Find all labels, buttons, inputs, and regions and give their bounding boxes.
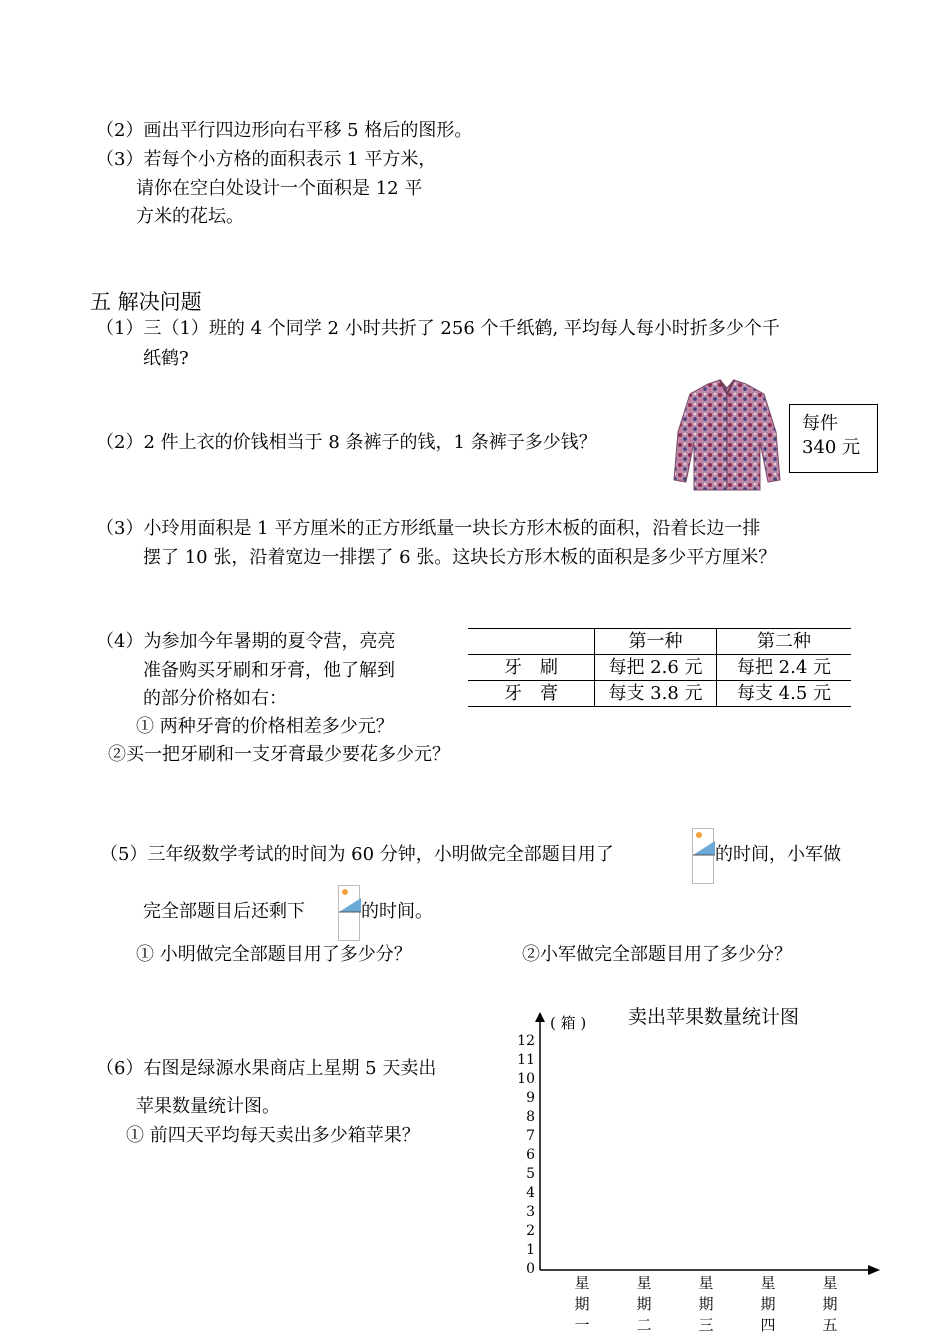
table-cell: 牙 膏 xyxy=(468,681,595,707)
y-tick-label: 6 xyxy=(526,1147,535,1164)
y-tick-label: 7 xyxy=(526,1128,535,1145)
problem6-line2: 苹果数量统计图。 xyxy=(136,1096,280,1117)
table-cell: 每把 2.6 元 xyxy=(595,655,717,681)
y-tick-label: 2 xyxy=(526,1223,535,1240)
fraction-image-icon xyxy=(692,828,714,884)
problem4-question1: ① 两种牙膏的价格相差多少元？ xyxy=(136,716,394,737)
problem6-question1: ① 前四天平均每天卖出多少箱苹果？ xyxy=(126,1125,420,1146)
table-row xyxy=(468,655,851,681)
x-category-label: 星期二 xyxy=(636,1274,652,1334)
price-box xyxy=(789,404,878,473)
problem3-line2: 摆了 10 张，沿着宽边一排摆了 6 张。这块长方形木板的面积是多少平方厘米？ xyxy=(143,547,777,568)
y-tick-label: 8 xyxy=(526,1109,535,1126)
problem5-question2: ②小军做完全部题目用了多少分？ xyxy=(522,944,792,965)
y-axis-label: ( 箱 ) xyxy=(550,1014,587,1032)
problem4-line1: （4）为参加今年暑期的夏令营，亮亮 xyxy=(96,631,396,652)
y-tick-label: 5 xyxy=(526,1166,535,1183)
price-value: 340 元 xyxy=(802,437,861,458)
q3-line3: 方米的花坛。 xyxy=(136,206,244,227)
table-header-cell xyxy=(468,629,595,655)
y-tick-label: 12 xyxy=(517,1033,535,1050)
problem2-text: （2）2 件上衣的价钱相当于 8 条裤子的钱，1 条裤子多少钱？ xyxy=(96,432,597,453)
y-tick-label: 10 xyxy=(517,1071,535,1088)
table-cell: 每支 4.5 元 xyxy=(717,681,852,707)
problem5-line1-start: （5）三年级数学考试的时间为 60 分钟，小明做完全部题目用了 xyxy=(100,844,614,865)
problem4-question2: ②买一把牙刷和一支牙膏最少要花多少元？ xyxy=(108,744,450,765)
x-category-label: 星期四 xyxy=(760,1274,776,1334)
problem4-line3: 的部分价格如右： xyxy=(143,688,287,709)
y-tick-label: 11 xyxy=(517,1052,535,1069)
table-header-cell: 第二种 xyxy=(717,629,852,655)
problem5-line2-start: 完全部题目后还剩下 xyxy=(143,901,305,922)
chart-title: 卖出苹果数量统计图 xyxy=(628,1006,800,1028)
q3-line1: （3）若每个小方格的面积表示 1 平方米， xyxy=(96,149,437,170)
problem1-line2: 纸鹤? xyxy=(143,348,189,369)
problem5-question1: ① 小明做完全部题目用了多少分？ xyxy=(136,944,412,965)
problem5-line1-end: 的时间，小军做 xyxy=(715,844,841,865)
table-header-row xyxy=(468,629,851,655)
blouse-image xyxy=(668,372,786,500)
section-heading: 五 解决问题 xyxy=(90,290,202,314)
q3-line2: 请你在空白处设计一个面积是 12 平 xyxy=(136,178,423,199)
problem4-line2: 准备购买牙刷和牙膏，他了解到 xyxy=(143,660,395,681)
q2-translate-text: （2）画出平行四边形向右平移 5 格后的图形。 xyxy=(96,120,473,141)
table-cell: 牙 刷 xyxy=(468,655,595,681)
price-per-item-label: 每件 xyxy=(802,413,838,434)
x-category-label: 星期五 xyxy=(822,1274,838,1334)
table-cell: 每把 2.4 元 xyxy=(717,655,852,681)
table-cell: 每支 3.8 元 xyxy=(595,681,717,707)
problem3-line1: （3）小玲用面积是 1 平方厘米的正方形纸量一块长方形木板的面积，沿着长边一排 xyxy=(96,518,761,539)
y-tick-label: 3 xyxy=(526,1204,535,1221)
x-category-label: 星期一 xyxy=(574,1274,590,1334)
price-table xyxy=(468,628,851,707)
y-tick-label: 4 xyxy=(526,1185,535,1202)
problem6-line1: （6）右图是绿源水果商店上星期 5 天卖出 xyxy=(96,1058,437,1079)
y-axis-arrow-icon xyxy=(535,1012,545,1022)
y-tick-label: 9 xyxy=(526,1090,535,1107)
table-header-cell: 第一种 xyxy=(595,629,717,655)
problem5-line2-end: 的时间。 xyxy=(361,901,433,922)
bar-chart xyxy=(510,1000,890,1342)
y-tick-label: 0 xyxy=(526,1261,535,1277)
x-category-label: 星期三 xyxy=(698,1274,714,1334)
x-axis-arrow-icon xyxy=(868,1265,880,1275)
fraction-image-icon xyxy=(338,885,360,941)
y-tick-label: 1 xyxy=(526,1242,535,1259)
problem1-line1: （1）三（1）班的 4 个同学 2 小时共折了 256 个千纸鹤, 平均每人每小时折多少个千 xyxy=(96,318,780,339)
table-row xyxy=(468,681,851,707)
